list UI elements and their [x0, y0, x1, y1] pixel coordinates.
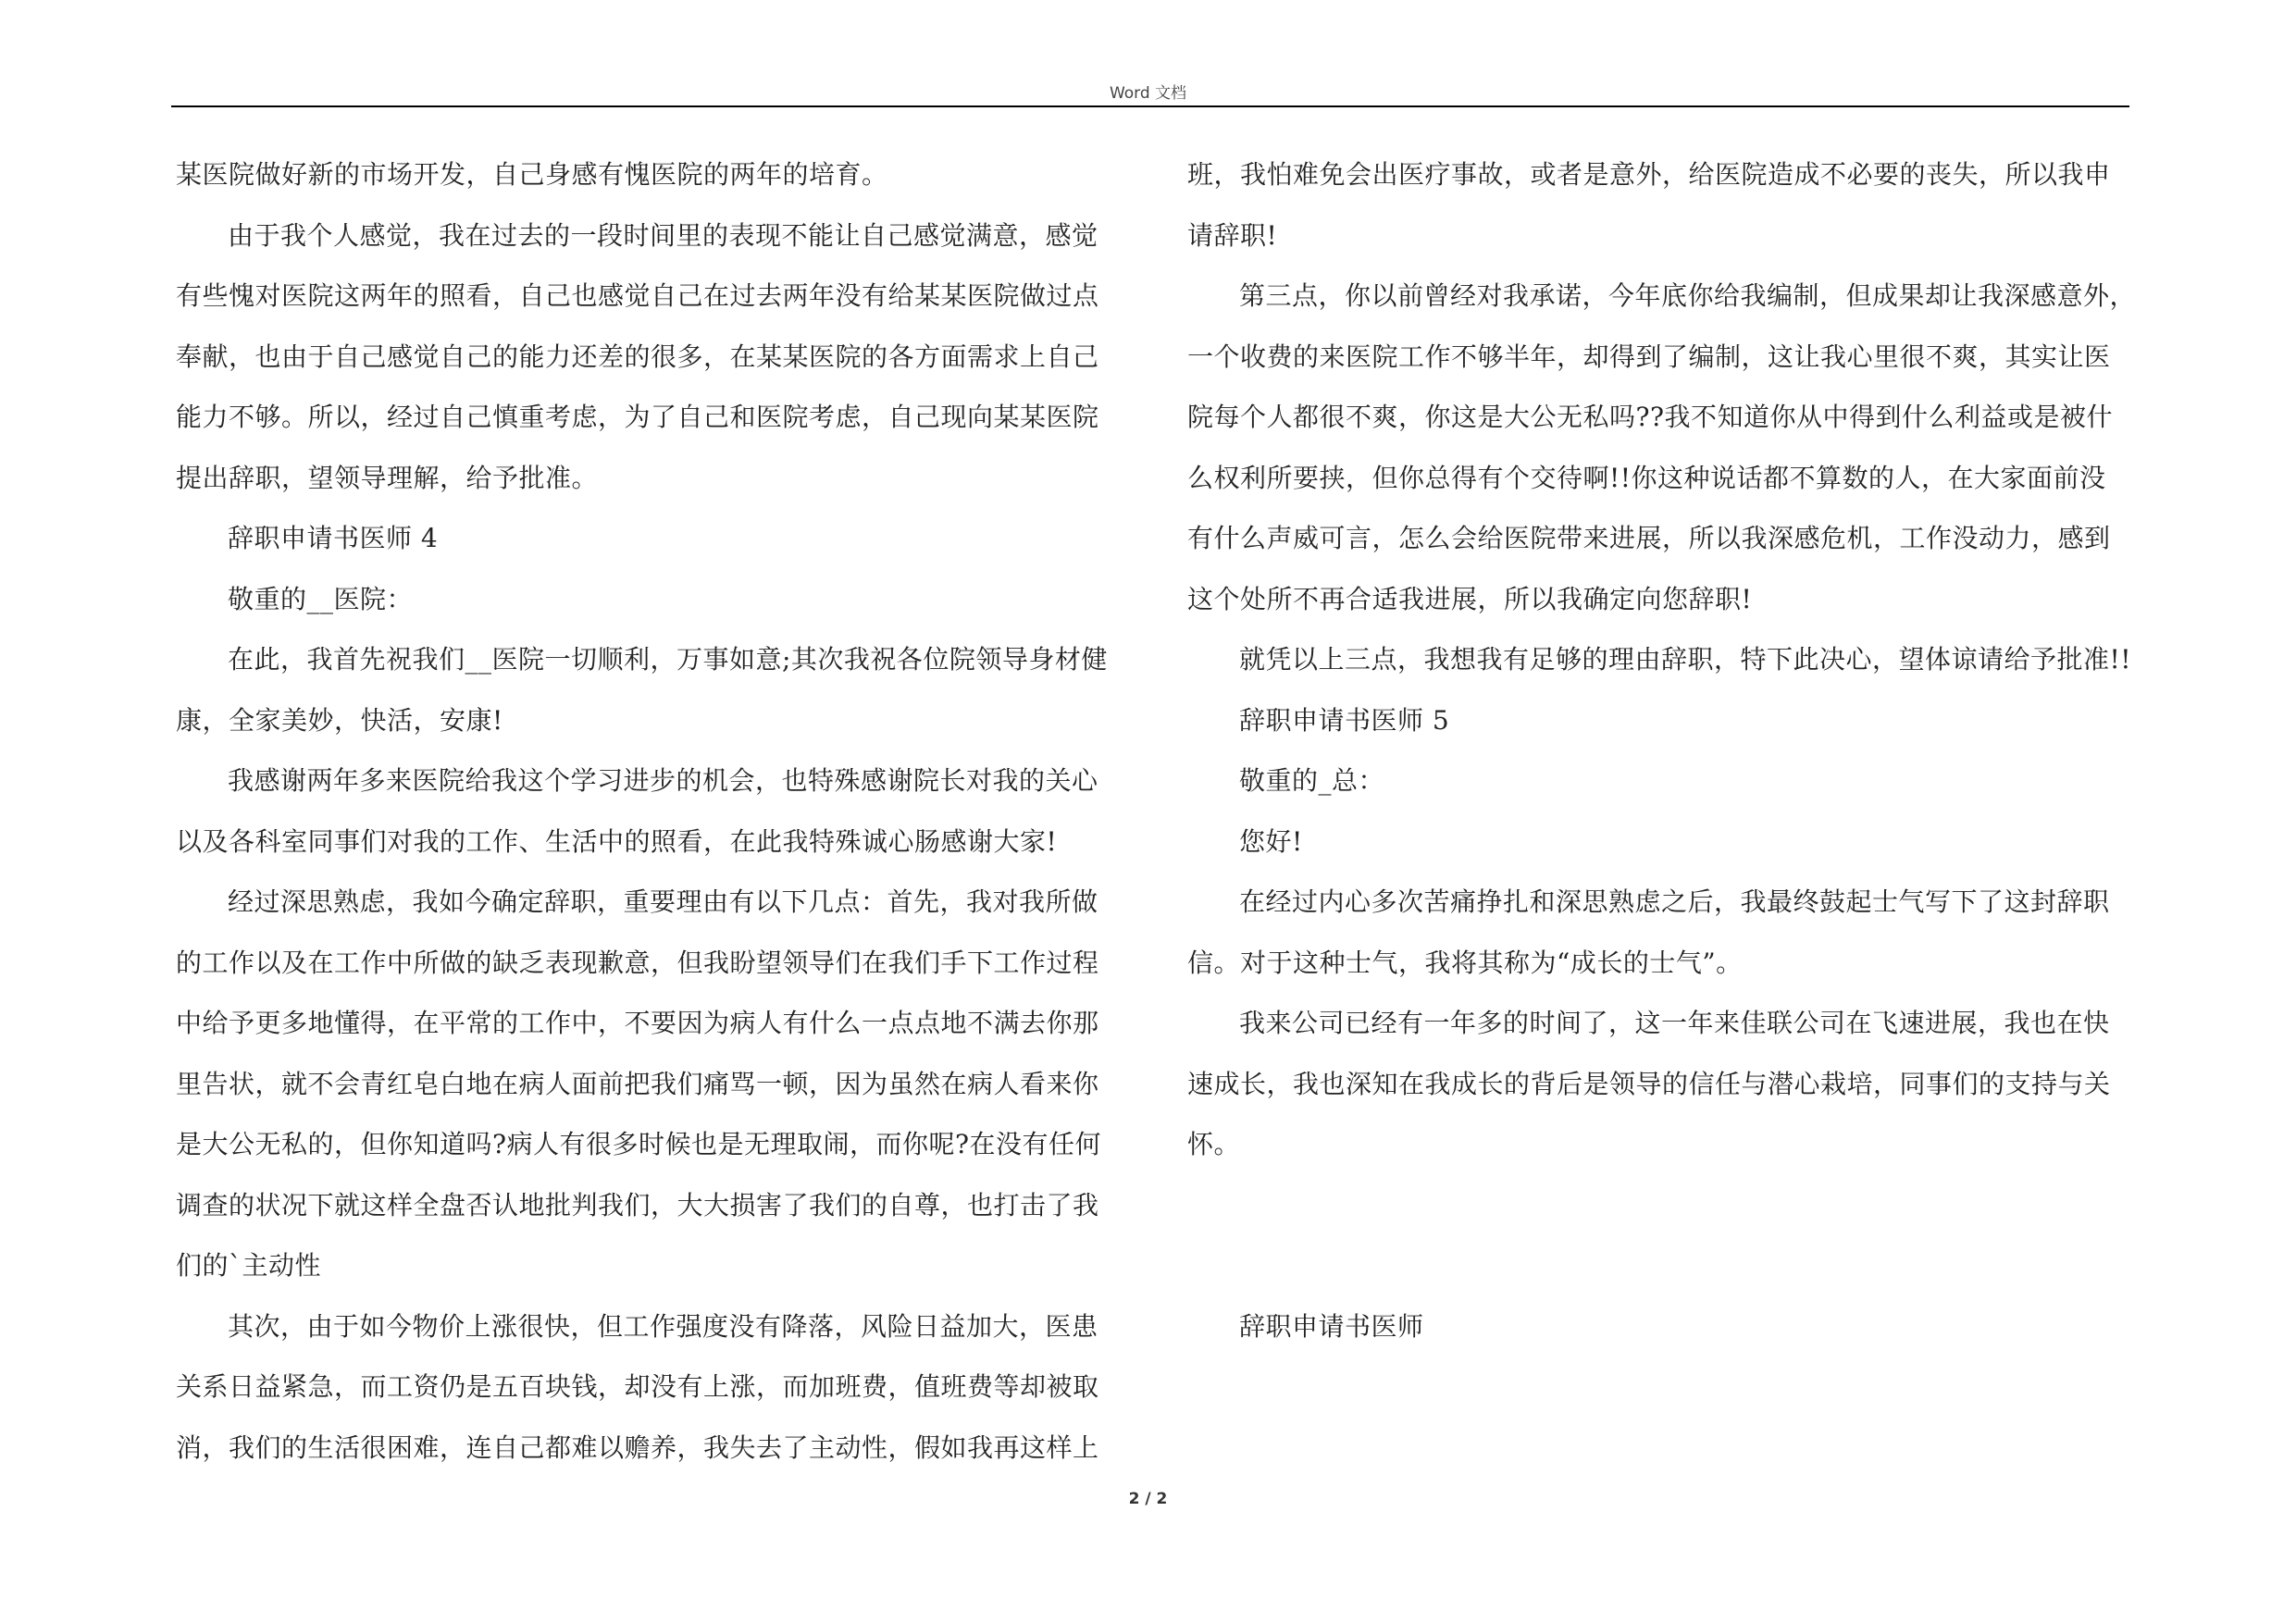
- text-line: 这个处所不再合适我进展，所以我确定向您辞职!: [1187, 583, 1753, 614]
- text-line: 我来公司已经有一年多的时间了，这一年来佳联公司在飞速进展，我也在快: [1239, 1008, 2110, 1038]
- salutation: 敬重的_总：: [1239, 765, 1385, 796]
- text-line: 信。对于这种士气，我将其称为“成长的士气”。: [1187, 947, 1743, 978]
- text-line: 某医院做好新的市场开发，自己身感有愧医院的两年的培育。: [176, 159, 888, 190]
- text-line: 们的`主动性: [176, 1250, 322, 1281]
- text-line: 提出辞职，望领导理解，给予批准。: [176, 462, 599, 493]
- text-line: 的工作以及在工作中所做的缺乏表现歉意，但我盼望领导们在我们手下工作过程: [176, 947, 1099, 978]
- left-column: [176, 144, 1120, 1478]
- greeting: 您好!: [1239, 825, 1303, 857]
- right-column: [1187, 144, 2168, 1357]
- text-line: 第三点，你以前曾经对我承诺，今年底你给我编制，但成果却让我深感意外，: [1239, 280, 2137, 311]
- text-line: 就凭以上三点，我想我有足够的理由辞职，特下此决心，望体谅请给予批准!!: [1239, 644, 2132, 675]
- text-line: 由于我个人感觉，我在过去的一段时间里的表现不能让自己感觉满意，感觉: [228, 219, 1098, 251]
- text-line: 有什么声威可言，怎么会给医院带来进展，所以我深感危机，工作没动力，感到: [1187, 523, 2111, 553]
- text-line: 中给予更多地懂得，在平常的工作中，不要因为病人有什么一点点地不满去你那: [176, 1008, 1099, 1038]
- text-line: 以及各科室同事们对我的工作、生活中的照看，在此我特殊诚心肠感谢大家!: [176, 825, 1058, 857]
- text-line: 奉献，也由于自己感觉自己的能力还差的很多，在某某医院的各方面需求上自己: [176, 341, 1099, 372]
- salutation: 敬重的__医院：: [228, 583, 414, 614]
- page-number: 2 / 2: [1128, 1490, 1168, 1508]
- section-heading: 辞职申请书医师 5: [1239, 704, 1450, 736]
- text-line: 在此，我首先祝我们__医院一切顺利，万事如意;其次我祝各位院领导身材健: [228, 644, 1108, 675]
- text-line: 请辞职!: [1187, 219, 1278, 251]
- text-line: 其次，由于如今物价上涨很快，但工作强度没有降落，风险日益加大，医患: [228, 1310, 1098, 1342]
- text-line: 调查的状况下就这样全盘否认地批判我们，大大损害了我们的自尊，也打击了我: [176, 1189, 1099, 1220]
- text-line: 么权利所要挟，但你总得有个交待啊!!你这种说话都不算数的人，在大家面前没: [1187, 462, 2106, 493]
- text-line: 班，我怕难免会出医疗事故，或者是意外，给医院造成不必要的丧失，所以我申: [1187, 159, 2111, 190]
- text-line: 是大公无私的，但你知道吗?病人有很多时候也是无理取闹，而你呢?在没有任何: [176, 1129, 1102, 1159]
- text-line: 一个收费的来医院工作不够半年，却得到了编制，这让我心里很不爽，其实让医: [1187, 341, 2111, 372]
- header-divider: [171, 105, 2129, 107]
- text-line: 经过深思熟虑，我如今确定辞职，重要理由有以下几点：首先，我对我所做: [228, 886, 1098, 917]
- text-line: 里告状，就不会青红皂白地在病人面前把我们痛骂一顿，因为虽然在病人看来你: [176, 1068, 1099, 1099]
- text-line: 我感谢两年多来医院给我这个学习进步的机会，也特殊感谢院长对我的关心: [228, 765, 1098, 796]
- text-line: 院每个人都很不爽，你这是大公无私吗??我不知道你从中得到什么利益或是被什: [1187, 402, 2114, 432]
- text-line: 速成长，我也深知在我成长的背后是领导的信任与潜心栽培，同事们的支持与关: [1187, 1068, 2111, 1099]
- text-line: 有些愧对医院这两年的照看，自己也感觉自己在过去两年没有给某某医院做过点: [176, 280, 1099, 311]
- blank-space: [1187, 1175, 2168, 1296]
- section-heading: 辞职申请书医师: [1239, 1310, 1424, 1342]
- text-line: 消，我们的生活很困难，连自己都难以赡养，我失去了主动性，假如我再这样上: [176, 1431, 1099, 1463]
- text-line: 能力不够。所以，经过自己慎重考虑，为了自己和医院考虑，自己现向某某医院: [176, 402, 1099, 432]
- text-line: 康，全家美妙，快活，安康!: [176, 704, 503, 736]
- text-line: 怀。: [1187, 1129, 1241, 1159]
- page-header: Word 文档: [1109, 84, 1187, 103]
- text-line: 在经过内心多次苦痛挣扎和深思熟虑之后，我最终鼓起士气写下了这封辞职: [1239, 886, 2110, 917]
- text-line: 关系日益紧急，而工资仍是五百块钱，却没有上涨，而加班费，值班费等却被取: [176, 1371, 1099, 1402]
- section-heading: 辞职申请书医师 4: [228, 523, 439, 553]
